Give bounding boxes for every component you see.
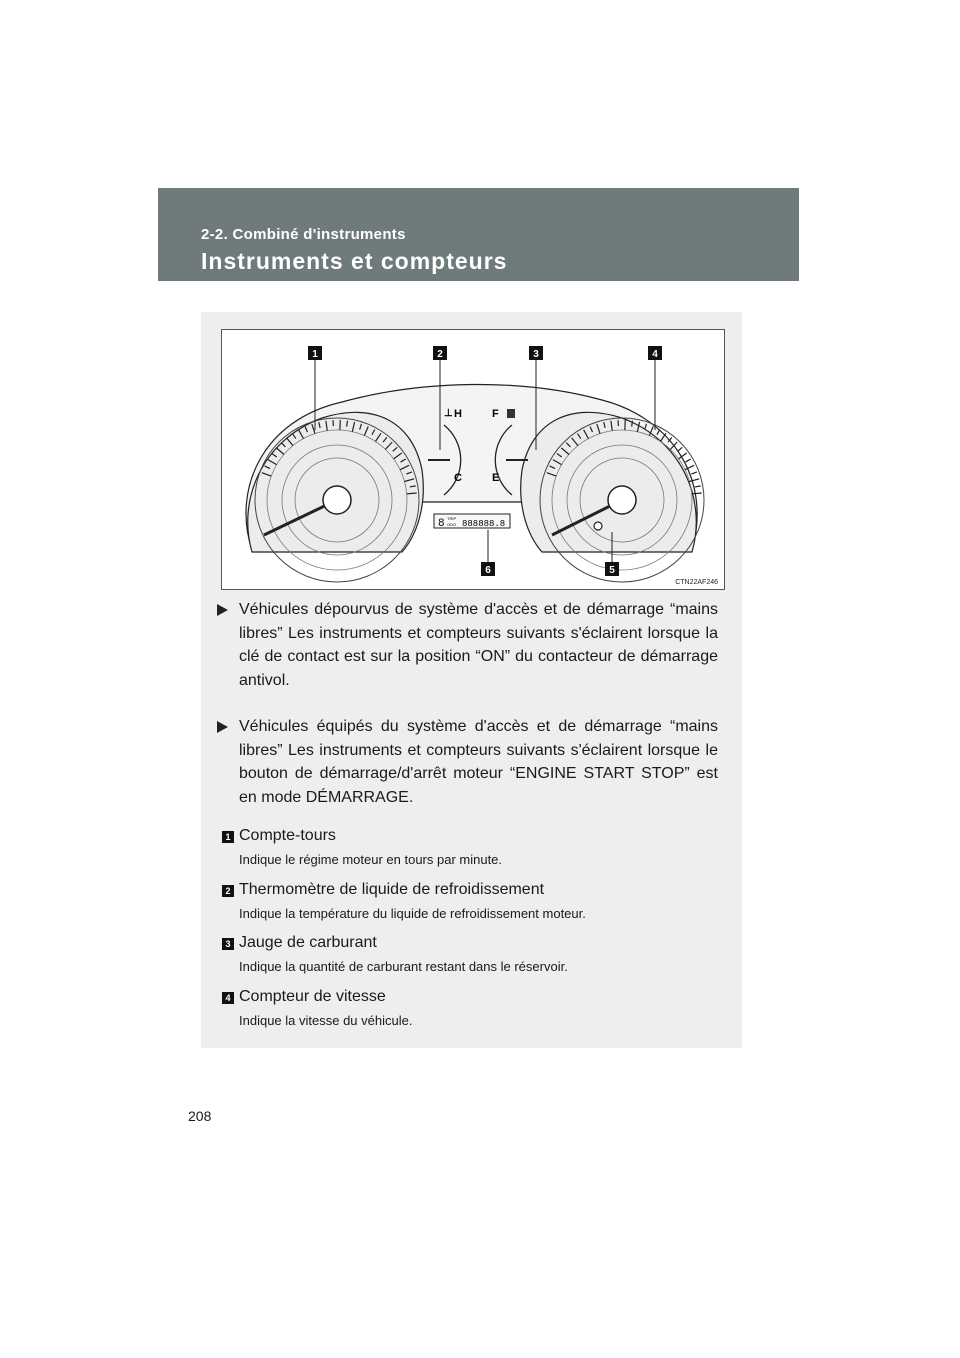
paragraph-with-smart-key xyxy=(217,715,718,809)
odometer-display xyxy=(434,514,510,530)
item-fuel-gauge xyxy=(222,932,722,976)
content-box xyxy=(201,312,742,1048)
hot-label: H xyxy=(454,408,462,420)
tachometer-hub xyxy=(323,486,351,514)
empty-label: E xyxy=(492,472,500,484)
page-number: 208 xyxy=(188,1108,212,1124)
paragraph-text: Véhicules dépourvus de système d'accès et de démarrage “mains libres” Les instruments et compteurs suivants s'éclairent lorsque la clé de contact est sur la position “ON” du contacteur de démarrage antivol. xyxy=(239,601,718,689)
dial-tick xyxy=(691,472,697,474)
item-title: Jauge de carburant xyxy=(239,934,377,951)
section-label: 2-2. Combiné d'instruments xyxy=(201,226,406,243)
cold-label: C xyxy=(454,472,462,484)
coolant-icon: ⊥ xyxy=(444,408,453,419)
callout-3 xyxy=(529,346,543,360)
item-description: Indique la vitesse du véhicule. xyxy=(239,1013,413,1028)
header-band xyxy=(158,188,799,281)
item-title: Compteur de vitesse xyxy=(239,988,386,1005)
speedometer-hub xyxy=(608,486,636,514)
trip-reset-knob xyxy=(594,522,602,530)
item-description: Indique le régime moteur en tours par minute. xyxy=(239,852,503,867)
callout-4 xyxy=(648,346,662,360)
svg-text:8: 8 xyxy=(438,518,445,530)
item-number: 4 xyxy=(222,992,234,1004)
svg-text:4: 4 xyxy=(652,349,658,360)
item-title: Compte-tours xyxy=(239,827,336,844)
svg-text:3: 3 xyxy=(533,349,539,360)
svg-text:1: 1 xyxy=(312,349,318,360)
item-speedometer xyxy=(222,986,722,1030)
svg-text:TRIP: TRIP xyxy=(447,516,457,521)
bullet-arrow-icon xyxy=(217,721,228,733)
instrument-cluster-figure xyxy=(221,329,725,590)
svg-text:2: 2 xyxy=(437,349,443,360)
callout-6 xyxy=(481,562,495,576)
dial-tick xyxy=(678,447,683,451)
item-tachometer xyxy=(222,825,722,869)
svg-text:6: 6 xyxy=(485,565,491,576)
instrument-cluster-illustration xyxy=(222,330,724,589)
item-description: Indique la quantité de carburant restant dans le réservoir. xyxy=(239,959,568,974)
full-label: F xyxy=(492,408,499,420)
callout-1 xyxy=(308,346,322,360)
item-number: 3 xyxy=(222,938,234,950)
dial-tick xyxy=(695,486,701,487)
callout-2 xyxy=(433,346,447,360)
dial-tick xyxy=(632,421,633,427)
paragraph-text: Véhicules équipés du système d'accès et de démarrage “mains libres” Les instruments et compteurs suivants s'éclairent lorsque le bouton de démarrage/d'arrêt moteur “ENGINE START STOP” est en mode DÉMARRAGE. xyxy=(239,718,718,806)
svg-text:ODO: ODO xyxy=(447,522,457,527)
dial-tick xyxy=(686,459,691,462)
dial-tick xyxy=(347,421,348,427)
item-number: 2 xyxy=(222,885,234,897)
fuel-pump-icon xyxy=(507,409,515,418)
page-title: Instruments et compteurs xyxy=(201,248,508,274)
item-title: Thermomètre de liquide de refroidissement xyxy=(239,881,545,898)
figure-code: CTN22AF246 xyxy=(675,579,718,586)
item-number: 1 xyxy=(222,831,234,843)
paragraph-without-smart-key xyxy=(217,598,718,692)
svg-text:888888.8: 888888.8 xyxy=(462,519,506,529)
callout-5 xyxy=(605,562,619,576)
bullet-arrow-icon xyxy=(217,604,228,616)
item-description: Indique la température du liquide de refroidissement moteur. xyxy=(239,906,586,921)
svg-text:5: 5 xyxy=(609,565,615,576)
item-coolant-thermometer xyxy=(222,879,722,923)
